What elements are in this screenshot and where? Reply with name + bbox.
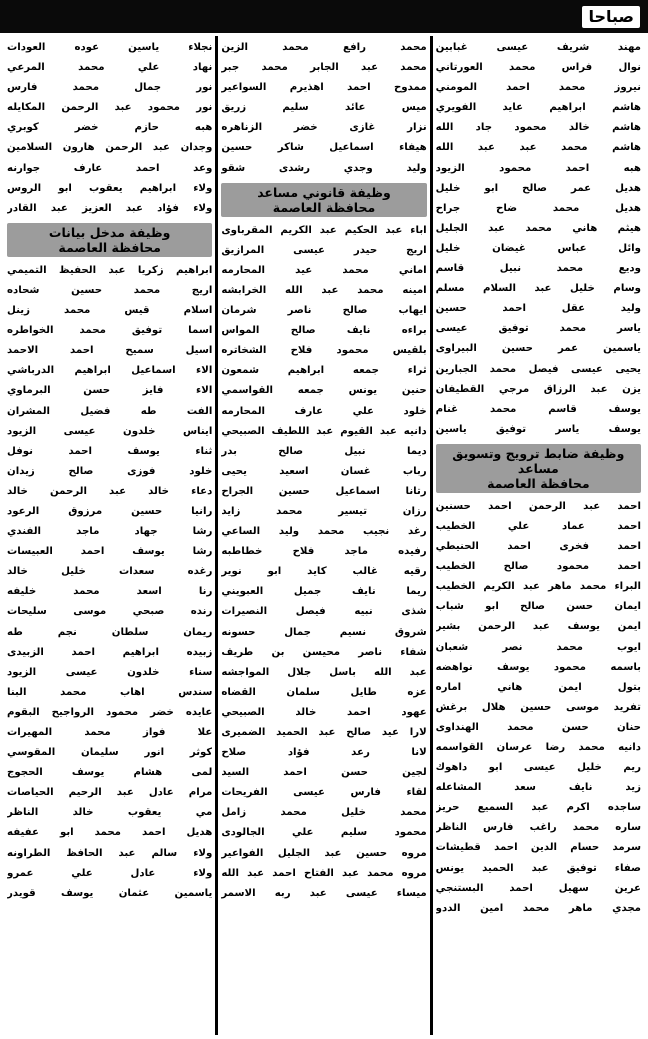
list-item: لارا عيد صالح عبد الحميد الضميرى bbox=[221, 727, 427, 738]
list-item: ريما نايف جميل العبويني bbox=[221, 586, 427, 598]
list-item: نور جمال محمد فارس bbox=[7, 82, 213, 94]
list-item: زبيده ابراهيم احمد الزبيدى bbox=[7, 646, 213, 658]
list-item: هاشم محمد عبد عبد الله bbox=[435, 142, 641, 154]
list-item: مهند شريف عيسى غبابين bbox=[435, 42, 641, 53]
list-item: سناء خلدون عيسى الزيود bbox=[7, 666, 213, 678]
section-header-line: وظيفة قانوني مساعد bbox=[257, 184, 391, 200]
list-item: مجدي ماهر محمد امين الددو bbox=[435, 902, 641, 914]
name-list bbox=[436, 38, 641, 440]
column-1 bbox=[430, 36, 644, 1035]
section-header bbox=[7, 223, 212, 257]
section-header-line: وظيفة ضابط ترويج وتسويق bbox=[452, 445, 625, 461]
list-item: عايده خضر محمود الرواجيح البقوم bbox=[7, 706, 213, 718]
list-item: بتول ايمن هاني اماره bbox=[435, 681, 641, 693]
list-item: نجلاء ياسين عوده العودات bbox=[7, 42, 213, 53]
list-item: وليد وجدي رشدى شقو bbox=[221, 162, 427, 174]
list-item: هديل عمر صالح ابو خليل bbox=[435, 182, 641, 194]
list-item: هبه حازم خضر كوبري bbox=[7, 122, 213, 134]
list-item: يزن عبد الرزاق مرجي القطيفان bbox=[435, 383, 641, 395]
list-item: يوسف ياسر توفيق ياسين bbox=[435, 423, 641, 435]
list-item: نيروز محمد احمد المومني bbox=[435, 82, 641, 94]
list-item: خلود فوزى صالح زيدان bbox=[7, 465, 213, 477]
list-item: رانيا حسين مرزوق الرعود bbox=[7, 505, 213, 517]
list-item: لانا رعد فؤاد صلاح bbox=[221, 747, 427, 759]
list-item: لقاء فارس عيسى الفريحات bbox=[221, 787, 427, 799]
list-item: احمد فخرى احمد الحنيطي bbox=[435, 541, 641, 553]
list-item: حنين يونس جمعه القواسمي bbox=[221, 385, 427, 397]
list-item: رتانا اسماعيل حسين الجراح bbox=[221, 485, 427, 497]
list-item: زيد نايف سعد المشاعله bbox=[435, 782, 641, 794]
section-header bbox=[436, 444, 641, 493]
list-item: كوثر انور سليمان المقوسي bbox=[7, 747, 213, 759]
list-item: ايمن يوسف عبد الرحمن بشير bbox=[435, 621, 641, 633]
list-item: نوال فراس محمد العورتاني bbox=[435, 62, 641, 74]
list-item: ولاء عادل علي عمرو bbox=[7, 867, 213, 879]
list-item: وعد احمد عارف جوارنه bbox=[7, 162, 213, 174]
list-item: دعاء خالد عبد الرحمن خالد bbox=[7, 485, 213, 497]
list-item: ريم خليل عيسى ابو داهوك bbox=[435, 762, 641, 774]
list-item: صفاء توفيق عبد الحميد يونس bbox=[435, 862, 641, 874]
list-item: شذى نبيه فيصل النصيرات bbox=[221, 606, 427, 618]
list-item: يحيى عيسى فيصل محمد الجبارين bbox=[435, 363, 641, 375]
section-header-line: وظيفة مدخل بيانات bbox=[48, 224, 171, 240]
list-item: اريج محمد حسين شحاده bbox=[7, 284, 213, 296]
list-item: خلود علي عارف المحارمه bbox=[221, 405, 427, 417]
list-item: هاشم ابراهيم عايد الفويري bbox=[435, 102, 641, 114]
list-item: الاء اسماعيل ابراهيم الدرباشي bbox=[7, 365, 213, 377]
list-item: مروه حسين عبد الجليل الفواعير bbox=[221, 847, 427, 859]
list-item: ياسمين عثمان يوسف قويدر bbox=[7, 887, 213, 899]
section-header-line: محافظة العاصمة bbox=[272, 199, 376, 215]
list-item: محمد عبد الجابر محمد جبر bbox=[221, 62, 427, 74]
list-item: رغده سعدات خليل خالد bbox=[7, 566, 213, 578]
list-item: نهاد علي محمد المرعي bbox=[7, 62, 213, 74]
list-item: ثراء جمعه ابراهيم شمعون bbox=[221, 365, 427, 377]
list-item: دانيه محمد رضا عرسان القواسمه bbox=[435, 742, 641, 753]
name-list bbox=[7, 38, 212, 219]
list-item: رنا اسعد محمد خليفه bbox=[7, 586, 213, 598]
list-item: تفريد موسى حسين هلال برغش bbox=[435, 701, 641, 713]
list-item: الاء فايز حسن البرماوي bbox=[7, 385, 213, 397]
list-item: ممدوح احمد اهذيرم السواعير bbox=[221, 82, 427, 94]
list-item: محمود سليم علي الجالودى bbox=[221, 827, 427, 839]
list-item: رغد نجيب محمد وليد الساعي bbox=[221, 526, 427, 538]
list-item: ياسمين عمر حسين البيراوى bbox=[435, 343, 641, 355]
list-item: محمد رافع محمد الزين bbox=[221, 42, 427, 53]
list-item: ياسر محمد توفيق عيسى bbox=[435, 323, 641, 335]
list-item: اريج حيدر عيسى المرازيق bbox=[221, 244, 427, 256]
list-item: ديما نبيل صالح بدر bbox=[221, 445, 427, 457]
list-item: اسيل سميح احمد الاحمد bbox=[7, 345, 213, 357]
list-item: ريمان سلطان نجم طه bbox=[7, 626, 213, 638]
list-item: نور محمود عبد الرحمن المكايله bbox=[7, 102, 213, 114]
list-item: هيثم هاني محمد عبد الجليل bbox=[435, 222, 641, 234]
list-item: ابراهيم زكريا عبد الحفيظ التميمي bbox=[7, 264, 213, 276]
list-item: عرين سهيل احمد البستنجي bbox=[435, 882, 641, 894]
column-3 bbox=[4, 36, 215, 1035]
list-item: احمد عماد علي الخطيب bbox=[435, 520, 641, 532]
list-item: رزان تيسير محمد زايد bbox=[221, 505, 427, 517]
list-item: وائل عباس غيضان خليل bbox=[435, 242, 641, 254]
list-item: مرام عادل عبد الرحيم الحياصات bbox=[7, 787, 213, 799]
list-item: ايوب محمد نصر شعبان bbox=[435, 641, 641, 653]
list-item: رفيده ماجد فلاح خطاطبه bbox=[221, 546, 427, 558]
header-bar bbox=[0, 0, 648, 33]
section-header bbox=[221, 183, 426, 217]
list-item: شفاء ناصر محيسن بن طريف bbox=[221, 646, 427, 658]
list-item: ايناس خلدون عيسى الزيود bbox=[7, 425, 213, 437]
list-item: هديل محمد ضاح جراح bbox=[435, 202, 641, 214]
list-item: عزه طايل سلمان القضاه bbox=[221, 686, 427, 698]
list-item: يوسف قاسم محمد غنام bbox=[435, 403, 641, 415]
list-item: اسلام قيس محمد زينل bbox=[7, 305, 213, 317]
list-item: براءه نايف صالح المواس bbox=[221, 325, 427, 337]
section-header-line: محافظة العاصمة bbox=[487, 475, 590, 491]
list-item: احمد عبد الرحمن احمد حسنين bbox=[435, 500, 641, 512]
list-item: هيفاء اسماعيل شاكر حسين bbox=[221, 142, 427, 154]
list-item: مي يعقوب خالد الناظر bbox=[7, 807, 213, 819]
name-list bbox=[221, 38, 426, 179]
list-item: رباب غسان اسعيد يحيى bbox=[221, 465, 427, 477]
column-2 bbox=[215, 36, 429, 1035]
list-item: سرمد حسام الدين احمد قطيشات bbox=[435, 842, 641, 854]
list-item: الفت طه فضيل المشران bbox=[7, 405, 213, 417]
name-list bbox=[7, 261, 212, 904]
list-item: اباء عبد الحكيم عبد الكريم المقرباوى bbox=[221, 224, 427, 236]
list-item: ولاء فؤاد عبد العزيز عبد القادر bbox=[7, 202, 213, 214]
list-item: سندس اهاب محمد البنا bbox=[7, 686, 213, 698]
header-label: صباحا bbox=[582, 6, 640, 28]
list-item: رقيه غالب كايد ابو نوير bbox=[221, 566, 427, 578]
list-item: نزار غازى خضر الزناهره bbox=[221, 122, 427, 134]
list-item: ولاء سالم عبد الحافظ الطراونه bbox=[7, 847, 213, 859]
list-item: ايمان حسن صالح ابو شباب bbox=[435, 601, 641, 613]
list-item: حنان حسن محمد الهنداوى bbox=[435, 721, 641, 733]
list-item: هبه احمد محمود الزيود bbox=[435, 162, 641, 174]
list-item: باسمه محمود يوسف نواهضه bbox=[435, 661, 641, 673]
list-item: شروق نسيم جمال حسونه bbox=[221, 626, 427, 638]
list-item: اماني محمد عيد المحارمه bbox=[221, 264, 427, 276]
list-item: رشا جهاد ماجد الفندي bbox=[7, 526, 213, 538]
list-item: هديل احمد محمد ابو عفيفه bbox=[7, 827, 213, 839]
list-item: دانيه عبد القيوم عبد اللطيف الصبيحي bbox=[221, 425, 427, 437]
name-list bbox=[221, 221, 426, 904]
list-item: عهود احمد خالد الصبيحي bbox=[221, 706, 427, 718]
list-item: محمد خليل محمد زامل bbox=[221, 807, 427, 819]
list-item: ايهاب صالح ناصر شرمان bbox=[221, 305, 427, 317]
list-item: اسما توفيق محمد الخواطره bbox=[7, 325, 213, 337]
list-item: البراء محمد ماهر عبد الكريم الخطيب bbox=[435, 581, 641, 593]
list-item: رنده صبحي موسى سليحات bbox=[7, 606, 213, 618]
list-item: وسام خليل عبد السلام مسلم bbox=[435, 283, 641, 295]
list-item: ثناء يوسف احمد نوفل bbox=[7, 445, 213, 457]
list-item: وجدان عبد الرحمن هارون السلامين bbox=[7, 142, 213, 154]
list-item: ساجده اكرم عبد السميع حريز bbox=[435, 802, 641, 814]
section-header-line: محافظة العاصمة bbox=[58, 239, 161, 255]
list-item: امينه محمد عبد الله الخرابشه bbox=[221, 284, 427, 296]
list-item: ميساء عيسى عبد ربه الاسمر bbox=[221, 887, 427, 899]
section-header-line: مساعد bbox=[517, 460, 559, 476]
list-item: وليد عقل احمد حسين bbox=[435, 303, 641, 315]
list-item: لجين حسن احمد السيد bbox=[221, 767, 427, 779]
columns-container bbox=[4, 36, 644, 1035]
list-item: احمد محمود صالح الخطيب bbox=[435, 561, 641, 573]
list-item: ميس عائد سليم زريق bbox=[221, 102, 427, 114]
list-item: هاشم خالد محمود جاد الله bbox=[435, 122, 641, 134]
list-item: علا فواز محمد المهيرات bbox=[7, 727, 213, 738]
list-item: رشا يوسف احمد العبيسات bbox=[7, 546, 213, 558]
list-item: ولاء ابراهيم يعقوب ابو الروس bbox=[7, 182, 213, 194]
name-list bbox=[436, 497, 641, 919]
list-item: ساره محمد راغب فارس الناظر bbox=[435, 822, 641, 834]
list-item: لمى هشام يوسف الحجوج bbox=[7, 767, 213, 779]
list-item: مروه محمد عبد الفتاح احمد عبد الله bbox=[221, 867, 427, 879]
list-item: عبد الله باسل جلال المواجشه bbox=[221, 666, 427, 678]
list-item: بلقيس محمود فلاح الشخاتره bbox=[221, 345, 427, 357]
list-item: وديع محمد نبيل قاسم bbox=[435, 263, 641, 275]
